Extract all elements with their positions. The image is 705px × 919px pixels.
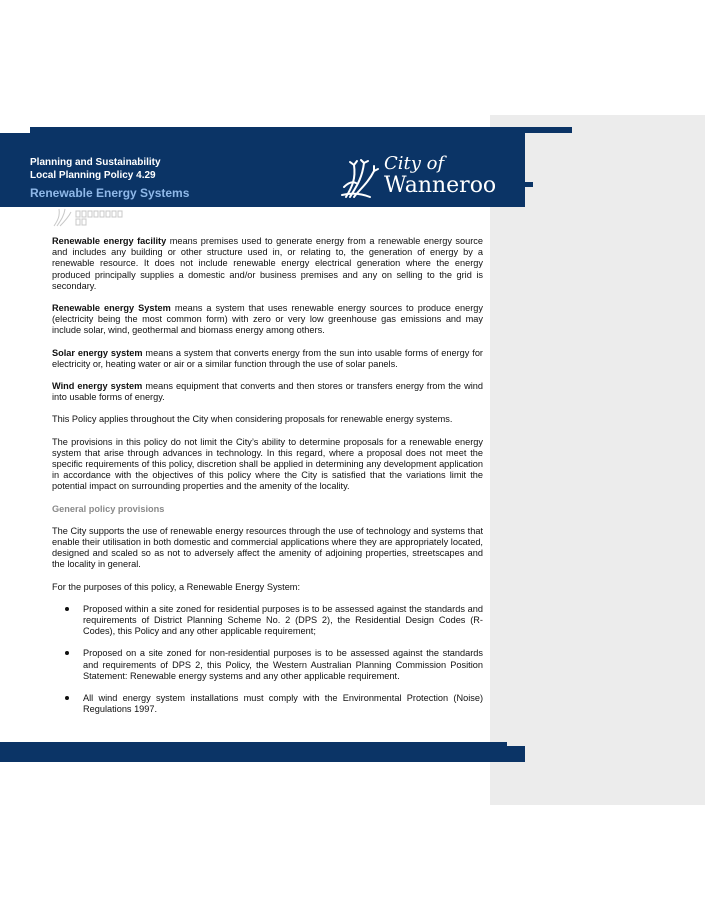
definition-term: Renewable energy System (52, 303, 171, 314)
kangaroo-paw-icon (340, 157, 380, 199)
definition-text: means equipment that converts and then stores or transfers energy from the wind into usable forms of energy. (52, 381, 483, 403)
list-item (52, 604, 483, 638)
bullet-icon (65, 696, 69, 700)
faded-logo-watermark-icon (52, 206, 132, 228)
city-logo (340, 155, 500, 201)
definition-term: Solar energy system (52, 347, 143, 358)
definition-wind-energy-system (52, 381, 483, 403)
definition-text: means a system that uses renewable energy sources to produce energy (electricity being the most common form) with zero or very low greenhouse gas emissions and may include solar, wind, geothermal and biomass energy among others. (52, 303, 484, 336)
bullet-icon (65, 651, 69, 655)
list-item (52, 648, 483, 682)
list-item (52, 693, 483, 715)
list-item-text: Proposed within a site zoned for residential purposes is to be assessed against the standards and requirements of District Planning Scheme No. 2 (DPS 2), the Residential Design Codes (R-Codes), this Policy and any other applicable requirement; (83, 603, 483, 637)
policy-scope-paragraph: This Policy applies throughout the City when considering proposals for renewable energy systems. (52, 414, 453, 425)
definition-text: means a system that converts energy from the sun into usable forms of energy for electricity or, heating water or air or a similar function through the use of solar panels. (52, 347, 483, 369)
list-item-text: All wind energy system installations must comply with the Environmental Protection (Noise) Regulations 1997. (83, 693, 483, 715)
side-panel (490, 115, 705, 805)
logo-text-wanneroo: Wanneroo (384, 173, 497, 198)
document-title: Renewable Energy Systems (30, 186, 190, 200)
definition-term: Wind energy system (52, 381, 143, 392)
policy-body (52, 236, 483, 727)
header-right-tab (525, 182, 533, 187)
section-intro-paragraph: The City supports the use of renewable energy resources through the use of technology and systems that enable their utilisation in both domestic and commercial applications where they are appropriately located, designed and scaled so as not to adversely affect the amenity of adjoining properties, streetscapes and the locality in general. (52, 525, 483, 570)
logo-text-city-of: City of (384, 153, 445, 174)
policy-number: Local Planning Policy 4.29 (30, 170, 156, 181)
footer-band (0, 746, 525, 762)
definition-renewable-energy-system (52, 303, 483, 337)
definition-solar-energy-system (52, 348, 483, 370)
section-heading: General policy provisions (52, 503, 165, 514)
definition-text: means premises used to generate energy from a renewable energy source and includes any building or other structure used in, or relating to, the generation of energy by a renewable resource. It does not include renewable energy electrical generation where the energy produced principally supplies a domestic and/or business premises and any on selling to the grid is secondary. (52, 236, 483, 291)
definition-renewable-energy-facility (52, 236, 483, 292)
section-lead-paragraph: For the purposes of this policy, a Renewable Energy System: (52, 581, 301, 592)
department-label: Planning and Sustainability (30, 157, 161, 168)
policy-discretion-paragraph: The provisions in this policy do not limit the City’s ability to determine proposals for a renewable energy system that arise through advances in technology. In this regard, where a proposal does not meet the specific requirements of this policy, discretion shall be applied in determining any development application in accordance with the objectives of this policy where the City is satisfied that the variations limit the potential impact on surrounding properties and the amenity of the locality. (52, 436, 483, 492)
bullet-icon (65, 607, 69, 611)
provisions-list (52, 604, 483, 716)
definition-term: Renewable energy facility (52, 236, 167, 246)
list-item-text: Proposed on a site zoned for non-residential purposes is to be assessed against the standards and requirements of DPS 2, this Policy, the Western Australian Planning Commission Position Statement: Renewable energy systems and any other applicable requirement. (83, 648, 483, 681)
